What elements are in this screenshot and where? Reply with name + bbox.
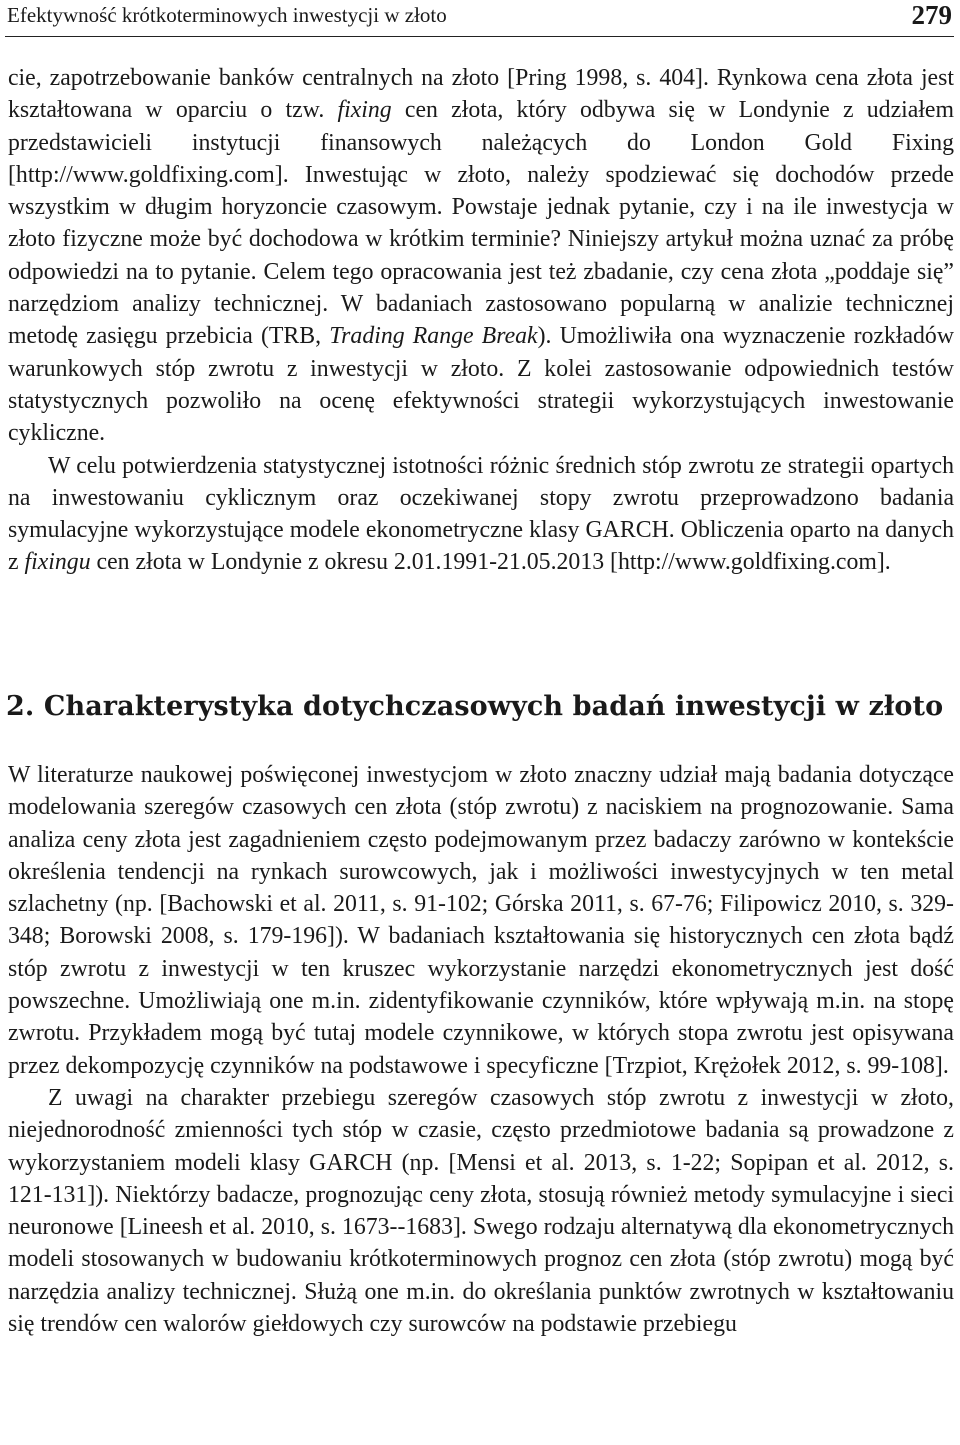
running-head: [5, 0, 954, 37]
text-run: cie, zapotrzebowanie banków centralnych na złoto [Pring 1998, s. 404]. Rynkowa cena złota jest kształtowana w oparciu o tzw.: [8, 65, 954, 124]
text-run: ). Umożliwiła ona wyznaczenie rozkładów warunkowych stóp zwrotu z inwestycji w złoto. Z kolei zastosowanie odpowiednich testów statystycznych pozwoliło na ocenę efektywności strategii wykorzystujących inwestowanie cykliczne.: [8, 323, 955, 447]
text-run: W celu potwierdzenia statystycznej istotności różnic średnich stóp zwrotu ze strategii opartych na inwestowaniu cyklicznym oraz oczekiwanej stopy zwrotu przeprowadzono badania symulacyjne wykorzystujące modele ekonometryczne klasy GARCH. Obliczenia oparto na danych z: [8, 452, 954, 576]
italic-term: fixingu: [24, 549, 91, 576]
paragraph: [8, 62, 954, 450]
text-run: cen złota w Londynie z okresu 2.01.1991-21.05.2013 [http://www.goldfixing.com].: [90, 549, 891, 576]
italic-term: fixing: [337, 97, 392, 124]
italic-term: Trading Range Break: [329, 323, 538, 350]
page-number: 279: [911, 0, 952, 30]
section-2-body: [8, 759, 954, 1340]
section-heading: 2. Charakterystyka dotychczasowych badań inwestycji w złoto: [6, 691, 944, 722]
section-1-body: [8, 62, 954, 579]
paragraph: [8, 450, 954, 579]
text-run: cen złota, który odbywa się w Londynie z udziałem przedstawicieli instytucji finansowych należących do London Gold Fixing [http://www.goldfixing.com]. Inwestując w złoto, należy spodziewać się dochodów przede wszystkim w długim horyzoncie czasowym. Powstaje jednak pytanie, czy i na ile inwestycja w złoto fizyczne może być dochodowa w krótkim terminie? Niniejszy artykuł można uznać za próbę odpowiedzi na to pytanie. Celem tego opracowania jest też zbadanie, czy cena złota „poddaje się” narzędziom analizy technicznej. W badaniach zastosowano popularną w analizie technicznej metodę zasięgu przebicia (TRB,: [8, 97, 954, 350]
paragraph: Z uwagi na charakter przebiegu szeregów czasowych stóp zwrotu z inwestycji w złoto, niejednorodność zmienności tych stóp w czasie, często przedmiotowe badania są prowadzone z wykorzystaniem modeli klasy GARCH (np. [Mensi et al. 2013, s. 1-22; Sopipan et al. 2012, s. 121-131]). Niektórzy badacze, prognozując ceny złota, stosują również metody symulacyjne i sieci neuronowe [Lineesh et al. 2010, s. 1673--1683]. Swego rodzaju alternatywą dla ekonometrycznych modeli stosowanych w budowaniu krótkoterminowych prognoz cen złota (stóp zwrotu) mogą być narzędzia analizy technicznej. Służą one m.in. do określania punktów zwrotnych w kształtowaniu się trendów cen walorów giełdowych czy surowców na podstawie przebiegu: [8, 1084, 954, 1338]
paragraph: W literaturze naukowej poświęconej inwestycjom w złoto znaczny udział mają badania dotyczące modelowania szeregów czasowych cen złota (stóp zwrotu) z naciskiem na prognozowanie. Sama analiza ceny złota jest zagadnieniem często podejmowanym przez badaczy zarówno w kontekście określenia tendencji na rynkach surowcowych, jak i możliwości inwestycyjnych w ten metal szlachetny (np. [Bachowski et al. 2011, s. 91-102; Górska 2011, s. 67-76; Filipowicz 2010, s. 329-348; Borowski 2008, s. 179-196]). W badaniach kształtowania się historycznych cen złota bądź stóp zwrotu z inwestycji w ten kruszec wykorzystanie narzędzi ekonometrycznych jest dość powszechne. Umożliwiają one m.in. zidentyfikowanie czynników, które wpływają m.in. na stopę zwrotu. Przykładem mogą być tutaj modele czynnikowe, w których stopa zwrotu jest opisywana przez dekompozycję czynników na podstawowe i specyficzne [Trzpiot, Krężołek 2012, s. 99-108].: [8, 762, 954, 1079]
running-head-title: Efektywność krótkoterminowych inwestycji w złoto: [7, 3, 447, 27]
